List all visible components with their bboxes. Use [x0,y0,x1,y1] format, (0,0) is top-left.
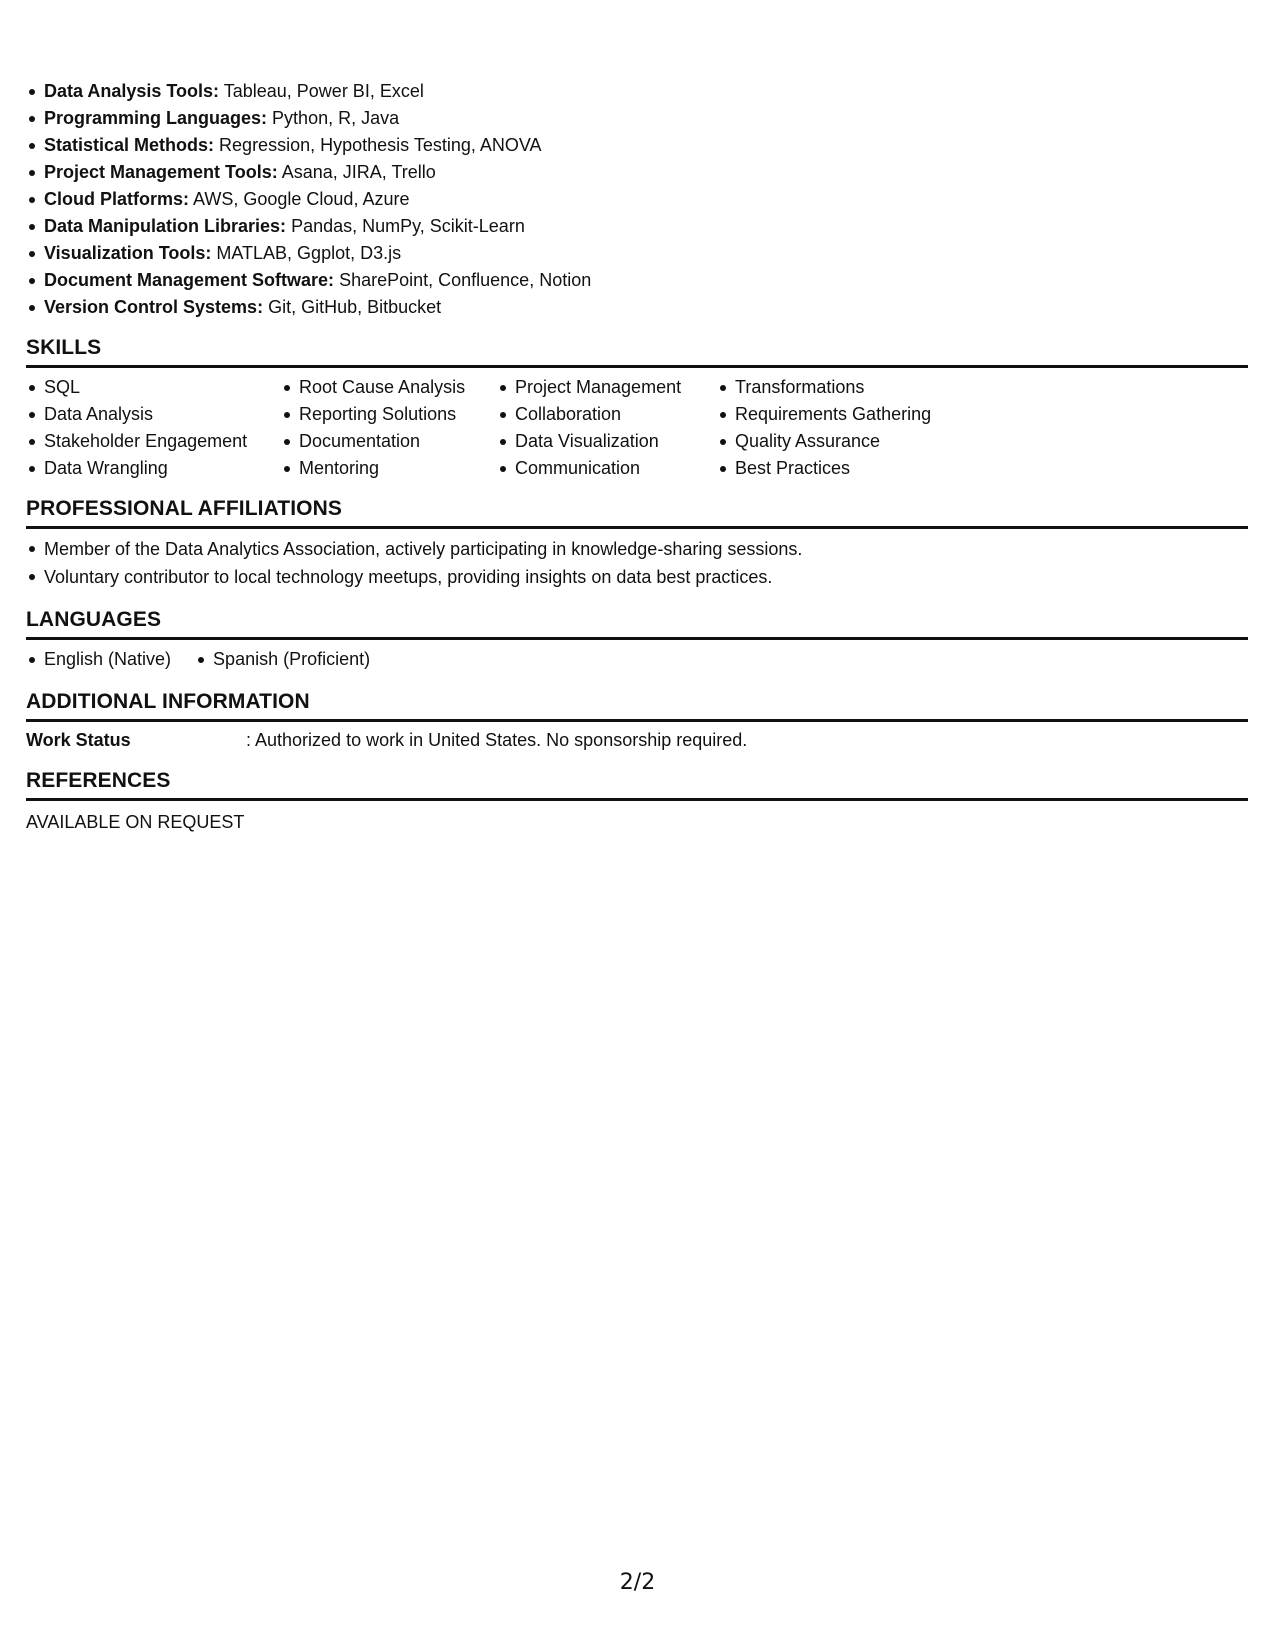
languages-list [26,646,1248,673]
skills-column [497,374,717,482]
skill-item: Transformations [717,374,957,401]
work-status-value: : Authorized to work in United States. No sponsorship required. [246,730,748,750]
tool-value: Git, GitHub, Bitbucket [268,297,442,317]
skill-item: Documentation [281,428,497,455]
skill-item: Mentoring [281,455,497,482]
affiliation-item: Voluntary contributor to local technology meetups, providing insights on data best practices. [26,563,1248,591]
skills-grid [26,374,1248,482]
tool-value: Tableau, Power BI, Excel [223,81,424,101]
list-item [26,267,1248,294]
tool-value: Asana, JIRA, Trello [281,162,436,182]
languages-heading: LANGUAGES [26,607,1248,640]
resume-page [26,78,1248,835]
tool-label: Visualization Tools: [44,243,212,263]
work-status-label: Work Status [26,730,131,750]
tool-value: Pandas, NumPy, Scikit-Learn [291,216,525,236]
skills-column [26,374,281,482]
skill-item: SQL [26,374,281,401]
list-item [26,132,1248,159]
skill-item: Requirements Gathering [717,401,957,428]
tool-label: Project Management Tools: [44,162,278,182]
tool-value: Python, R, Java [272,108,400,128]
language-item: Spanish (Proficient) [195,646,370,673]
skill-item: Stakeholder Engagement [26,428,281,455]
skill-item: Best Practices [717,455,957,482]
skill-item: Communication [497,455,717,482]
references-heading: REFERENCES [26,768,1248,801]
list-item [26,105,1248,132]
skill-item: Data Wrangling [26,455,281,482]
tool-label: Document Management Software: [44,270,335,290]
tool-label: Cloud Platforms: [44,189,190,209]
skill-item: Root Cause Analysis [281,374,497,401]
language-item: English (Native) [26,646,171,673]
tool-label: Statistical Methods: [44,135,215,155]
skills-column [281,374,497,482]
skill-item: Data Analysis [26,401,281,428]
tool-value: MATLAB, Ggplot, D3.js [216,243,402,263]
list-item [26,186,1248,213]
list-item [26,294,1248,321]
page-number: 2/2 [619,1570,656,1595]
skills-heading: SKILLS [26,335,1248,368]
skill-item: Project Management [497,374,717,401]
skill-item: Data Visualization [497,428,717,455]
additional-info-heading: ADDITIONAL INFORMATION [26,689,1248,722]
list-item [26,78,1248,105]
tool-label: Programming Languages: [44,108,268,128]
work-status-row [26,727,1248,753]
tool-label: Data Analysis Tools: [44,81,220,101]
skills-column [717,374,957,482]
affiliation-item: Member of the Data Analytics Association, actively participating in knowledge-sharing sessions. [26,535,1248,563]
tool-value: AWS, Google Cloud, Azure [193,189,410,209]
tool-value: Regression, Hypothesis Testing, ANOVA [219,135,542,155]
tool-label: Data Manipulation Libraries: [44,216,287,236]
affiliations-list [26,535,1248,591]
tool-value: SharePoint, Confluence, Notion [339,270,592,290]
tools-list [26,78,1248,321]
references-text: AVAILABLE ON REQUEST [26,812,245,832]
list-item [26,213,1248,240]
skill-item: Quality Assurance [717,428,957,455]
list-item [26,240,1248,267]
affiliations-heading: PROFESSIONAL AFFILIATIONS [26,496,1248,529]
skill-item: Reporting Solutions [281,401,497,428]
list-item [26,159,1248,186]
skill-item: Collaboration [497,401,717,428]
tool-label: Version Control Systems: [44,297,264,317]
